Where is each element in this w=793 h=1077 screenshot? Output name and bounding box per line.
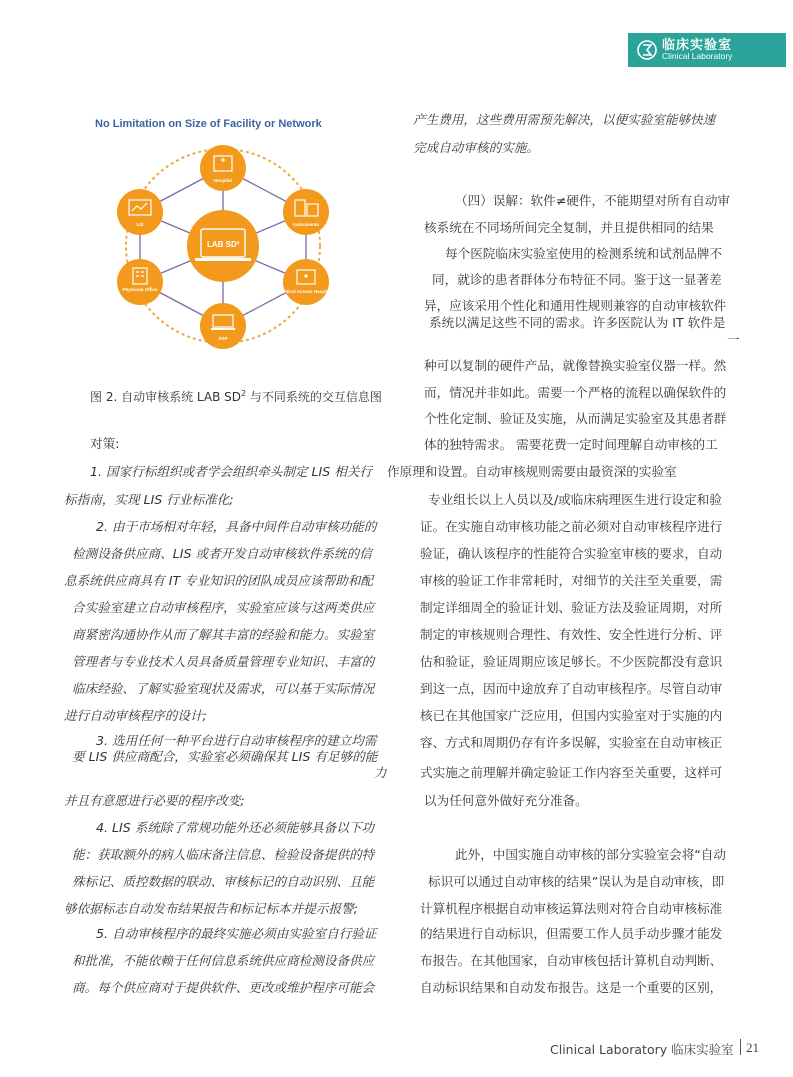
left-line-16: 4. LIS 系统除了常规功能外还必须能够具备以下功 bbox=[96, 820, 375, 835]
right-line-24: 容、方式和周期仍存有许多误解，实验室在自动审核正 bbox=[420, 735, 723, 750]
node-instruments bbox=[283, 189, 329, 235]
right-line-19: 制定详细周全的验证计划、验证方法及验证周期，对所 bbox=[420, 600, 723, 615]
left-line-22: 商。每个供应商对于提供软件、更改或维护程序可能会 bbox=[72, 980, 375, 995]
right-line-10: 种可以复制的硬件产品，就像替换实验室仪器一样。然 bbox=[424, 358, 727, 373]
left-line-21: 和批准，不能依赖于任何信息系统供应商检测设备供应 bbox=[72, 953, 375, 968]
left-line-19: 够依据标志自动发布结果报告和标记标本并提示报警; bbox=[64, 901, 358, 916]
left-line-20: 5. 自动审核程序的最终实施必须由实验室自行验证 bbox=[96, 926, 377, 941]
left-line-14: 力 bbox=[374, 765, 387, 780]
right-line-16: 证。在实施自动审核功能之前必须对自动审核程序进行 bbox=[420, 519, 723, 534]
left-line-8: 商紧密沟通协作从而了解其丰富的经验和能力。实验室 bbox=[72, 627, 375, 642]
node-label-lis: LIS bbox=[136, 222, 144, 227]
right-line-2: 完成自动审核的实施。 bbox=[413, 140, 539, 155]
node-label-hospital: Hospital bbox=[214, 178, 232, 183]
right-line-28: 标识可以通过自动审核的结果”误认为是自动审核，即 bbox=[428, 874, 725, 889]
right-line-1: 产生费用，这些费用需预先解决，以便实验室能够快速 bbox=[413, 112, 716, 127]
right-line-3: （四）误解：软件≠硬件，不能期望对所有自动审 bbox=[455, 193, 731, 208]
left-line-18: 殊标记、质控数据的联动、审核标记的自动识别、且能 bbox=[72, 874, 375, 889]
node-label-instruments: Instruments bbox=[293, 222, 319, 227]
right-line-17: 验证，确认该程序的性能符合实验室审核的要求，自动 bbox=[420, 546, 723, 561]
right-line-5: 每个医院临床实验室使用的检测系统和试剂品牌不 bbox=[445, 246, 723, 261]
right-line-7: 异，应该采用个性化和通用性规则兼容的自动审核软件 bbox=[424, 298, 727, 313]
logo-chinese-title: 临床实验室 bbox=[662, 37, 733, 53]
left-line-10: 临床经验、了解实验室现状及需求，可以基于实际情况 bbox=[72, 681, 375, 696]
right-line-27: 此外，中国实施自动审核的部分实验室会将“自动 bbox=[455, 847, 726, 862]
network-diagram bbox=[95, 130, 355, 370]
node-lis bbox=[117, 189, 163, 235]
left-line-4: 2. 由于市场相对年轻，具备中间件自动审核功能的 bbox=[96, 519, 377, 534]
right-line-22: 到这一点，因而中途放弃了自动审核程序。尽管自动审 bbox=[420, 681, 723, 696]
figure-lab-sd2-diagram bbox=[95, 118, 355, 368]
journal-emblem-icon bbox=[636, 39, 658, 61]
left-line-17: 能：获取额外的病人临床备注信息、检验设备提供的特 bbox=[72, 847, 375, 862]
node-hospital bbox=[200, 145, 246, 191]
figure-title: No Limitation on Size of Facility or Network bbox=[95, 118, 322, 130]
right-line-14: 作原理和设置。自动审核规则需要由最资深的实验室 bbox=[387, 464, 677, 479]
node-critical-access-hospital bbox=[280, 259, 331, 305]
left-line-15: 并且有意愿进行必要的程序改变; bbox=[64, 793, 245, 808]
center-node-label: LAB SD² bbox=[207, 240, 240, 249]
left-line-11: 进行自动审核程序的设计; bbox=[64, 708, 207, 723]
node-label-critical-access-hospital: Critical Access Hospital bbox=[280, 289, 332, 294]
right-line-21: 估和验证，验证周期应该足够长。不少医院都没有意识 bbox=[420, 654, 723, 669]
right-line-20: 制定的审核规则合理性、有效性、安全性进行分析、评 bbox=[420, 627, 723, 642]
center-node bbox=[187, 210, 259, 282]
left-line-12: 3. 选用任何一种平台进行自动审核程序的建立均需 bbox=[96, 733, 377, 748]
right-line-25: 式实施之前理解并确定验证工作内容至关重要，这样可 bbox=[420, 765, 723, 780]
right-line-8: 系统以满足这些不同的需求。许多医院认为 IT 软件是 bbox=[429, 315, 726, 330]
node-ssp bbox=[200, 303, 246, 349]
left-line-3: 标指南，实现 LIS 行业标准化; bbox=[64, 492, 234, 507]
right-line-11: 而，情况并非如此。需要一个严格的流程以确保软件的 bbox=[424, 385, 727, 400]
right-line-9: 一 bbox=[727, 332, 740, 347]
logo-english-title: Clinical Laboratory bbox=[662, 51, 733, 62]
node-label-ssp: SSP bbox=[218, 336, 228, 341]
footer-divider bbox=[740, 1039, 741, 1055]
figure-caption: 图 2. 自动审核系统 LAB $SD^2$ 与不同系统的交互信息图 bbox=[90, 389, 382, 404]
right-line-6: 同，就诊的患者群体分布特征不同。鉴于这一显著差 bbox=[432, 272, 722, 287]
right-line-32: 自动标识结果和自动发布报告。这是一个重要的区别， bbox=[420, 980, 723, 995]
right-line-12: 个性化定制、验证及实施，从而满足实验室及其患者群 bbox=[424, 411, 727, 426]
node-label-physician-office: Physician Office bbox=[122, 287, 158, 292]
right-line-13: 体的独特需求。 需要花费一定时间理解自动审核的工 bbox=[424, 437, 718, 452]
journal-logo bbox=[628, 33, 786, 67]
left-line-5: 检测设备供应商、LIS 或者开发自动审核软件系统的信 bbox=[72, 546, 372, 561]
right-line-26: 以为任何意外做好充分准备。 bbox=[424, 793, 588, 808]
right-line-4: 核系统在不同场所间完全复制，并且提供相同的结果 bbox=[424, 220, 714, 235]
right-line-15: 专业组长以上人员以及/或临床病理医生进行设定和验 bbox=[428, 492, 722, 507]
right-line-29: 计算机程序根据自动审核运算法则对符合自动审核标准 bbox=[420, 901, 723, 916]
footer-journal-name: Clinical Laboratory 临床实验室 bbox=[550, 1042, 734, 1057]
left-line-9: 管理者与专业技术人员具备质量管理专业知识、丰富的 bbox=[72, 654, 375, 669]
right-line-31: 布报告。在其他国家，自动审核包括计算机自动判断、 bbox=[420, 953, 723, 968]
page-number: 21 bbox=[746, 1040, 759, 1055]
left-line-1: 对策: bbox=[90, 436, 120, 451]
right-line-18: 审核的验证工作非常耗时，对细节的关注至关重要，需 bbox=[420, 573, 723, 588]
node-physician-office bbox=[117, 259, 163, 305]
left-line-2: 1. 国家行标组织或者学会组织牵头制定 LIS 相关行 bbox=[90, 464, 373, 479]
left-line-6: 息系统供应商具有 IT 专业知识的团队成员应该帮助和配 bbox=[64, 573, 374, 588]
left-line-7: 合实验室建立自动审核程序，实验室应该与这两类供应 bbox=[72, 600, 375, 615]
left-line-13: 要 LIS 供应商配合，实验室必须确保其 LIS 有足够的能 bbox=[72, 749, 378, 764]
right-line-23: 核已在其他国家广泛应用，但国内实验室对于实施的内 bbox=[420, 708, 723, 723]
right-line-30: 的结果进行自动标识，但需要工作人员手动步骤才能发 bbox=[420, 926, 723, 941]
